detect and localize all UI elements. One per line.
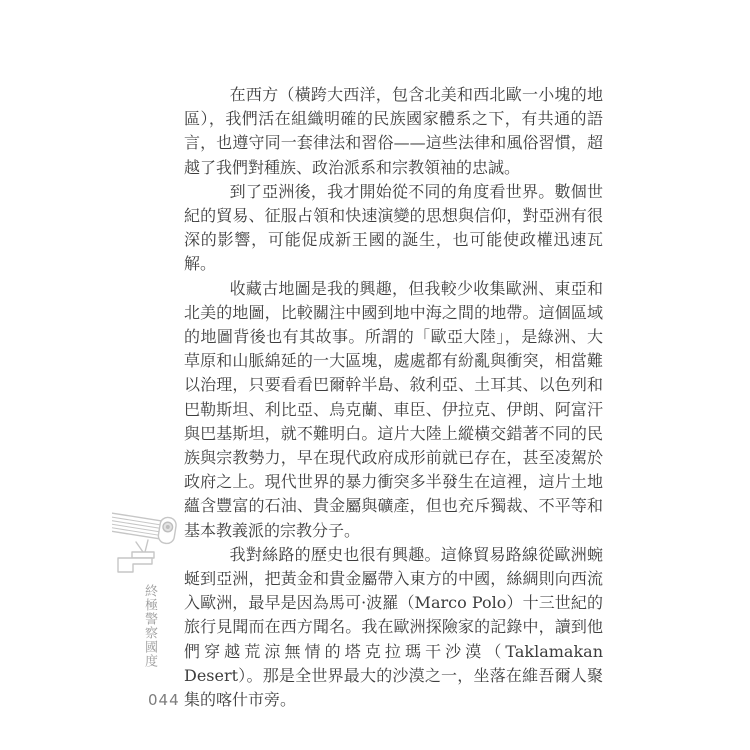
- paragraph: 收藏古地圖是我的興趣，但我較少收集歐洲、東亞和北美的地圖，比較關注中國到地中海之間的地帶。這個區域的地圖背後也有其故事。所謂的「歐亞大陸」，是綠洲、大草原和山脈綿延的一大區塊，處處都有紛亂與衝突，相當難以治理，只要看看巴爾幹半島、敘利亞、土耳其、以色列和巴勒斯坦、利比亞、烏克蘭、車臣、伊拉克、伊朗、阿富汗與巴基斯坦，就不難明白。這片大陸上縱橫交錯著不同的民族與宗教勢力，早在現代政府成形前就已存在，甚至凌駕於政府之上。現代世界的暴力衝突多半發生在這裡，這片土地蘊含豐富的石油、貴金屬與礦產，但也充斥獨裁、不平等和基本教義派的宗教分子。: [184, 278, 603, 540]
- paragraph: 我對絲路的歷史也很有興趣。這條貿易路線從歐洲蜿蜒到亞洲，把黃金和貴金屬帶入東方的中國，絲綢則向西流入歐洲，最早是因為馬可·波羅（Marco Polo）十三世紀的旅行見聞而在西方聞名。我在歐洲探險家的記錄中，讀到他們穿越荒涼無情的塔克拉瑪干沙漠（Taklamakan Desert）。那是全世界最大的沙漠之一，坐落在維吾爾人聚集的喀什市旁。: [184, 544, 603, 710]
- cctv-camera-icon: [112, 506, 180, 578]
- paragraph: 在西方（橫跨大西洋，包含北美和西北歐一小塊的地區），我們活在組織明確的民族國家體系之下，有共通的語言，也遵守同一套律法和習俗——這些法律和風俗習慣，超越了我們對種族、政治派系和宗教領袖的忠誠。: [184, 85, 603, 177]
- body-text: [184, 83, 603, 712]
- page-number: 044: [148, 691, 180, 709]
- paragraph: 到了亞洲後，我才開始從不同的角度看世界。數個世紀的貿易、征服占領和快速演變的思想與信仰，對亞洲有很深的影響，可能促成新王國的誕生，也可能使政權迅速瓦解。: [184, 181, 603, 274]
- chapter-title-vertical: 終極警察國度: [142, 584, 157, 668]
